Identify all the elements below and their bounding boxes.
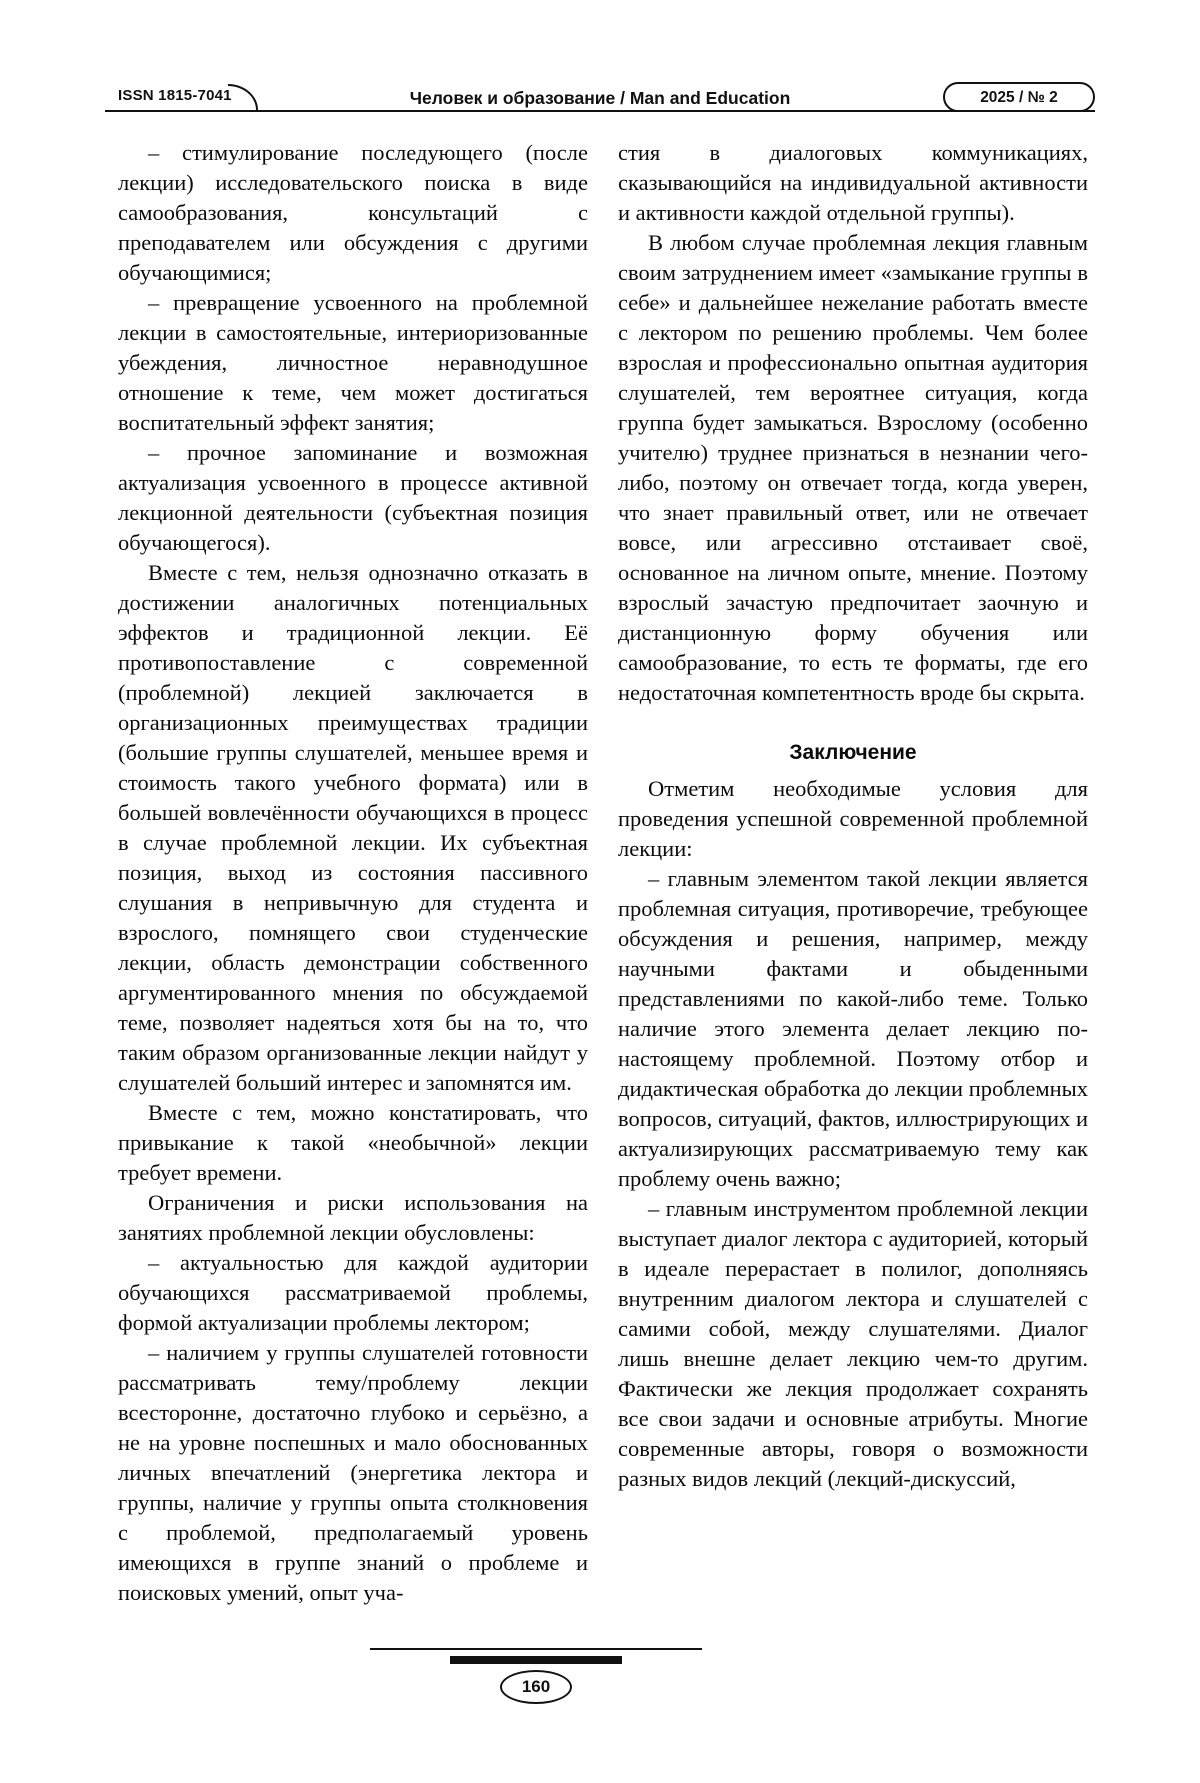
right-column [618, 138, 1088, 1643]
paragraph: – наличием у группы слушателей готовности рассматривать тему/проблему лекции всесторонне, достаточно глубоко и серьёзно, а не на уровне поспешных и мало обоснованных личных впечатлений (энергетика лектора и группы, наличие у группы опыта столкновения с проблемой, предполагаемый уровень имеющихся в группе знаний о проблеме и поисковых умений, опыт уча- [118, 1340, 588, 1605]
page-header [0, 0, 1200, 130]
paragraph: Отметим необходимые условия для проведения успешной современной проблемной лекции: [618, 776, 1088, 861]
paragraph: – стимулирование последующего (после лекции) исследовательского поиска в виде самообразования, консультаций с преподавателем или обсуждения с другими обучающимися; [118, 140, 588, 285]
page-footer [370, 1648, 702, 1704]
header-rule [105, 110, 1095, 112]
paragraph: Ограничения и риски использования на занятиях проблемной лекции обусловлены: [118, 1190, 588, 1245]
paragraph: – прочное запоминание и возможная актуализация усвоенного в процессе активной лекционной деятельности (субъектная позиция обучающегося). [118, 440, 588, 555]
article-body [118, 138, 1088, 1643]
section-heading: Заключение [789, 741, 917, 764]
paragraph: – превращение усвоенного на проблемной лекции в самостоятельные, интериоризованные убеждения, личностное неравнодушное отношение к теме, чем может достигаться воспитательный эффект занятия; [118, 290, 588, 435]
paragraph: стия в диалоговых коммуникациях, сказывающийся на индивидуальной активности и активности каждой отдельной группы). [618, 140, 1088, 225]
issue-badge: 2025 / № 2 [943, 82, 1095, 112]
paragraph: В любом случае проблемная лекция главным своим затруднением имеет «замыкание группы в себе» и дальнейшее нежелание работать вместе с лектором по решению проблемы. Чем более взрослая и профессионально опытная аудитория слушателей, тем вероятнее ситуация, когда группа будет замыкаться. Взрослому (особенно учителю) труднее признаться в незнании чего-либо, поэтому он отвечает тогда, когда уверен, что знает правильный ответ, или не отвечает вовсе, или агрессивно отстаивает своё, основанное на личном опыте, мнение. Поэтому взрослый зачастую предпочитает заочную и дистанционную форму обучения или самообразование, то есть те форматы, где его недостаточная компетентность вроде бы скрыта. [618, 230, 1088, 705]
page-number: 160 [500, 1670, 572, 1704]
left-column [118, 138, 588, 1643]
journal-title: Человек и образование / Man and Education [409, 88, 791, 108]
paragraph: – главным инструментом проблемной лекции выступает диалог лектора с аудиторией, который в идеале перерастает в полилог, дополняясь внутренним диалогом лектора и слушателей с самими собой, между слушателями. Диалог лишь внешне делает лекцию чем-то другим. Фактически же лекция продолжает сохранять все свои задачи и основные атрибуты. Многие современные авторы, говоря о возможности разных видов лекций (лекций-дискуссий, [618, 1196, 1088, 1491]
footer-thin-rule [370, 1648, 702, 1650]
issn-label: ISSN 1815-7041 [118, 87, 232, 104]
paragraph: Вместе с тем, нельзя однозначно отказать в достижении аналогичных потенциальных эффектов и традиционной лекции. Её противопоставление с современной (проблемной) лекцией заключается в организационных преимуществах традиции (большие группы слушателей, меньшее время и стоимость такого учебного формата) или в большей вовлечённости обучающихся в процесс в случае проблемной лекции. Их субъектная позиция, выход из состояния пассивного слушания в непривычную для студента и взрослого, помнящего свои студенческие лекции, область демонстрации собственного аргументированного мнения по обсуждаемой теме, позволяет надеяться хотя бы на то, что таким образом организованные лекции найдут у слушателей больший интерес и запомнятся им. [118, 560, 588, 1095]
paragraph: – главным элементом такой лекции является проблемная ситуация, противоречие, требующее обсуждения и решения, например, между научными фактами и обыденными представлениями по какой-либо теме. Только наличие этого элемента делает лекцию по-настоящему проблемной. Поэтому отбор и дидактическая обработка до лекции проблемных вопросов, ситуаций, фактов, иллюстрирующих и актуализирующих рассматриваемую тему как проблему очень важно; [618, 866, 1088, 1191]
paragraph: Вместе с тем, можно констатировать, что привыкание к такой «необычной» лекции требует времени. [118, 1100, 588, 1185]
paragraph: – актуальностью для каждой аудитории обучающихся рассматриваемой проблемы, формой актуализации проблемы лектором; [118, 1250, 588, 1335]
footer-thick-rule [450, 1656, 622, 1664]
